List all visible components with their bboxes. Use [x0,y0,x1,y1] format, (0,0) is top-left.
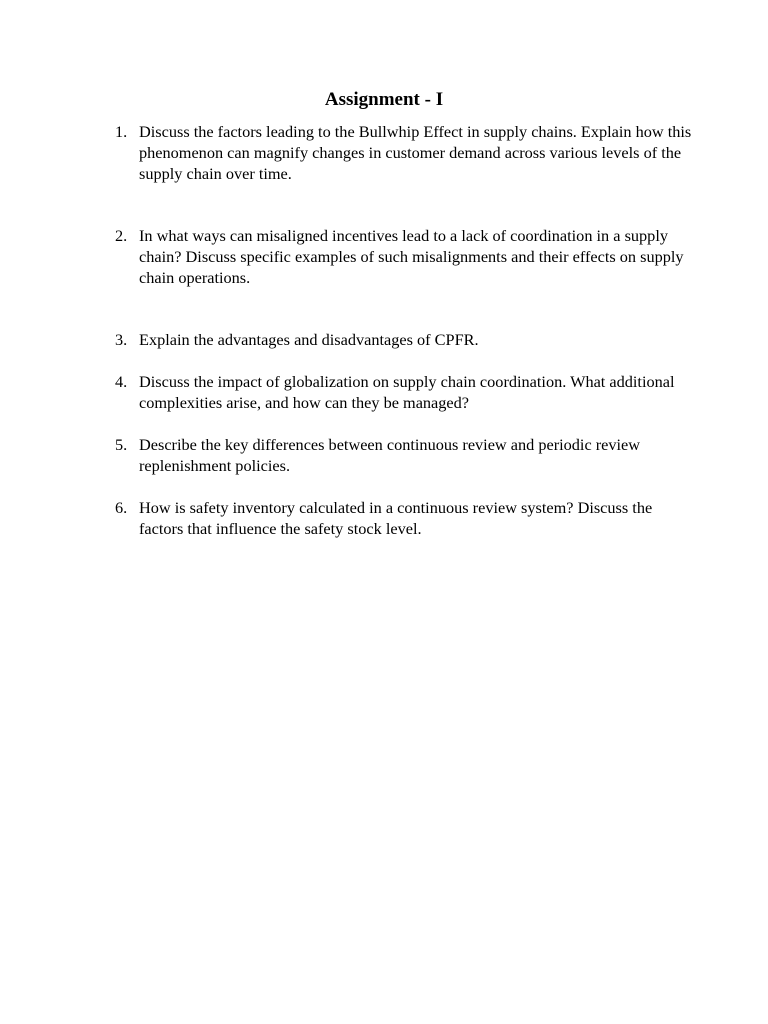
question-text: Describe the key differences between continuous review and periodic review replenishment policies. [139,435,641,475]
question-item [115,225,695,288]
question-text: Explain the advantages and disadvantages of CPFR. [139,330,479,349]
question-item [115,497,695,539]
question-number: 6. [115,498,128,517]
question-item [115,329,695,350]
question-number: 5. [115,435,128,454]
question-text: Discuss the factors leading to the Bullwhip Effect in supply chains. Explain how this phenomenon can magnify changes in customer demand across various levels of the supply chain over time. [139,122,692,183]
question-text: How is safety inventory calculated in a continuous review system? Discuss the factors that influence the safety stock level. [139,498,653,538]
question-number: 4. [115,372,128,391]
question-item [115,434,695,476]
page-title: Assignment - I [324,89,444,110]
question-item [115,121,695,184]
question-text: Discuss the impact of globalization on supply chain coordination. What additional complexities arise, and how can they be managed? [139,372,675,412]
question-item [115,371,695,413]
question-text: In what ways can misaligned incentives lead to a lack of coordination in a supply chain? Discuss specific examples of such misalignments and their effects on supply chain operations. [139,226,684,287]
question-number: 2. [115,226,128,245]
question-number: 3. [115,330,128,349]
question-number: 1. [115,122,128,141]
